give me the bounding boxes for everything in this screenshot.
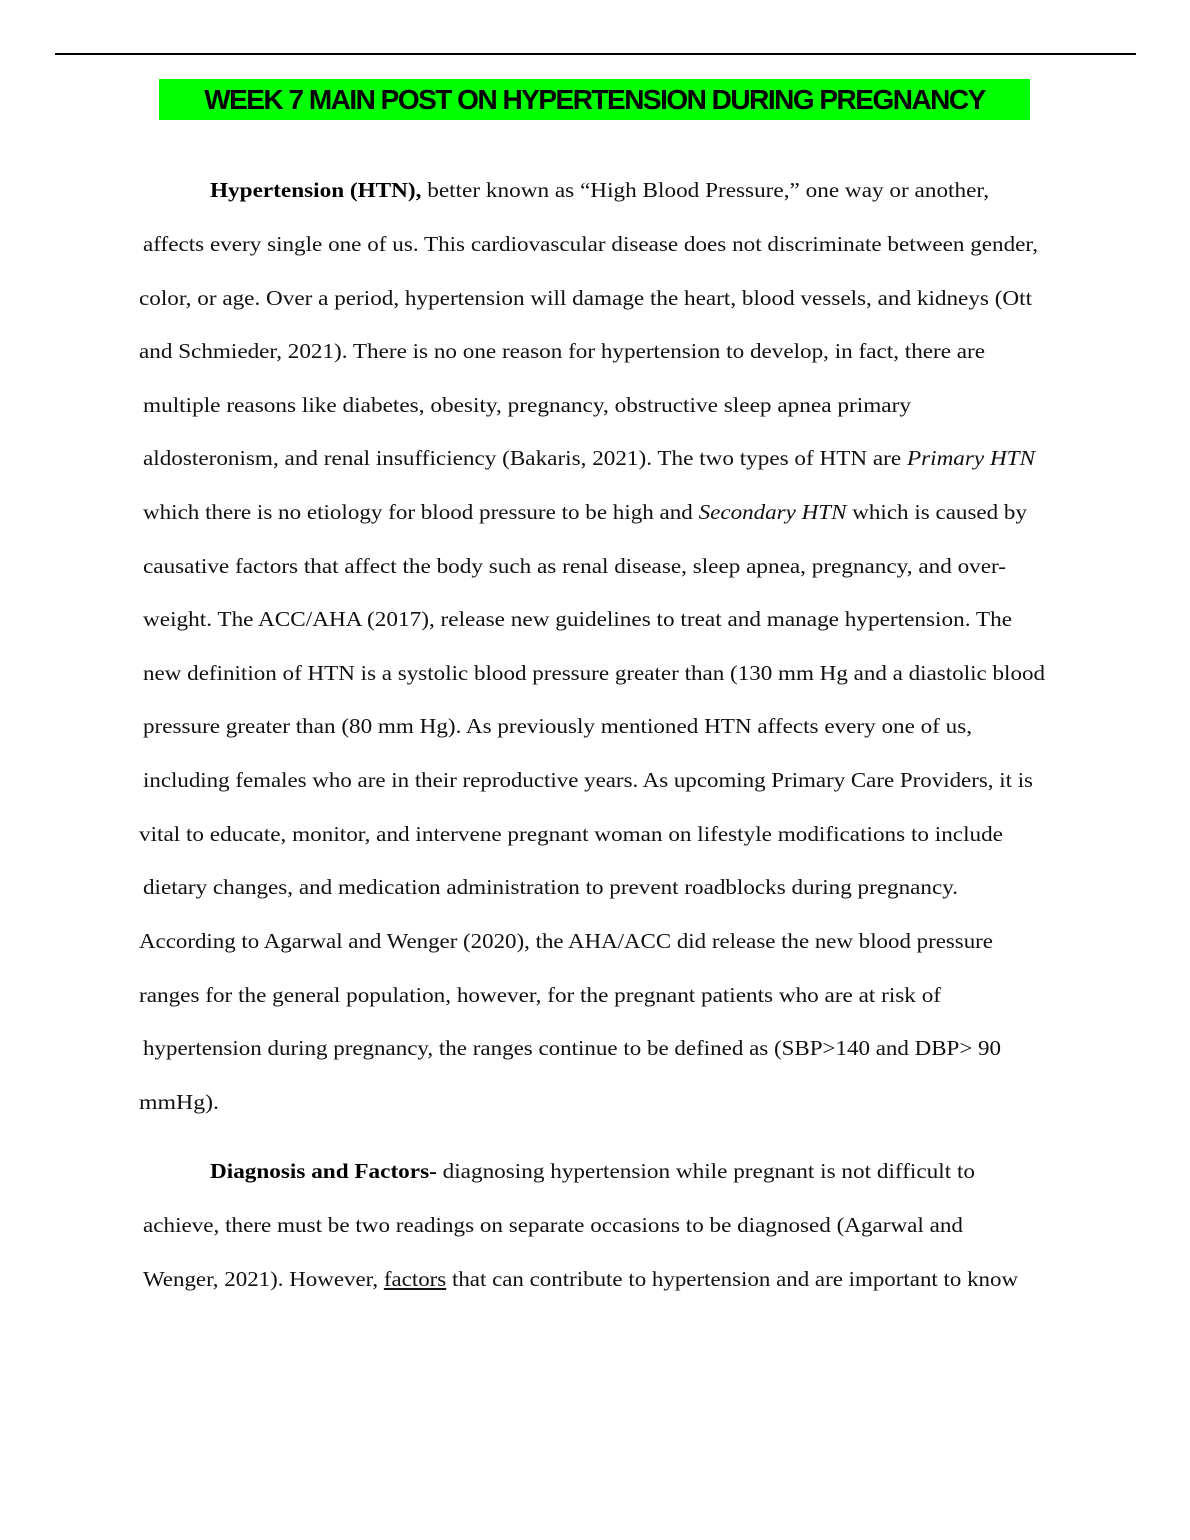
body-text: According to Agarwal and Wenger (2020), the AHA/ACC did release the new blood pressure [139, 929, 993, 953]
body-text: which there is no etiology for blood pressure to be high and [143, 500, 699, 524]
body-text: which is caused by [846, 500, 1027, 524]
section-heading: Diagnosis and Factors- [210, 1159, 437, 1183]
body-text: color, or age. Over a period, hypertension will damage the heart, blood vessels, and kidneys (Ott [139, 286, 1033, 310]
body-text: that can contribute to hypertension and are important to know [446, 1267, 1019, 1291]
body-text: vital to educate, monitor, and intervene pregnant woman on lifestyle modifications to include [139, 822, 1003, 846]
body-text: diagnosing hypertension while pregnant is not difficult to [436, 1159, 976, 1183]
text-line [139, 1088, 219, 1116]
body-text: dietary changes, and medication administration to prevent roadblocks during pregnancy. [143, 875, 959, 899]
header-rule [55, 53, 1136, 55]
body-text: ranges for the general population, however, for the pregnant patients who are at risk of [139, 983, 941, 1007]
underlined-term: factors [383, 1267, 447, 1291]
text-line [143, 659, 1045, 687]
body-text: better known as “High Blood Pressure,” one way or another, [421, 178, 990, 202]
body-text: causative factors that affect the body such as renal disease, sleep apnea, pregnancy, and over- [143, 554, 1007, 578]
body-text: affects every single one of us. This cardiovascular disease does not discriminate between gender, [143, 232, 1038, 256]
body-text: new definition of HTN is a systolic blood pressure greater than (130 mm Hg and a diastolic blood [143, 661, 1046, 685]
text-line [139, 981, 941, 1009]
body-text: pressure greater than (80 mm Hg). As previously mentioned HTN affects every one of us, [143, 714, 972, 738]
body-text: and Schmieder, 2021). There is no one reason for hypertension to develop, in fact, there are [139, 339, 986, 363]
text-line [143, 873, 958, 901]
emphasis-text: Secondary HTN [698, 500, 847, 524]
text-line [139, 284, 1032, 312]
body-text: Wenger, 2021). However, [143, 1267, 384, 1291]
body-text: weight. The ACC/AHA (2017), release new guidelines to treat and manage hypertension. The [143, 607, 1013, 631]
text-line [143, 444, 1035, 472]
body-text: mmHg). [139, 1090, 220, 1114]
text-line [143, 712, 972, 740]
text-line [143, 605, 1012, 633]
text-line [139, 337, 985, 365]
body-text: achieve, there must be two readings on separate occasions to be diagnosed (Agarwal and [143, 1213, 963, 1237]
text-line [139, 820, 1003, 848]
text-line [143, 1265, 1018, 1293]
section-heading: Hypertension (HTN), [210, 178, 422, 202]
text-line [143, 498, 1027, 526]
text-line [210, 1157, 975, 1185]
document-title: WEEK 7 MAIN POST ON HYPERTENSION DURING PREGNANCY [204, 84, 985, 115]
text-line [143, 391, 911, 419]
body-text: hypertension during pregnancy, the ranges continue to be defined as (SBP>140 and DBP> 90 [143, 1036, 1002, 1060]
body-text: multiple reasons like diabetes, obesity, pregnancy, obstructive sleep apnea primary [143, 393, 911, 417]
text-line [143, 1211, 963, 1239]
text-line [143, 766, 1033, 794]
emphasis-text: Primary HTN [906, 446, 1036, 470]
title-highlight [159, 79, 1030, 120]
body-text: including females who are in their reproductive years. As upcoming Primary Care Providers, it is [143, 768, 1033, 792]
text-line [139, 927, 993, 955]
text-line [210, 176, 989, 204]
text-line [143, 230, 1038, 258]
body-text: aldosteronism, and renal insufficiency (Bakaris, 2021). The two types of HTN are [143, 446, 907, 470]
text-line [143, 552, 1006, 580]
text-line [143, 1034, 1001, 1062]
